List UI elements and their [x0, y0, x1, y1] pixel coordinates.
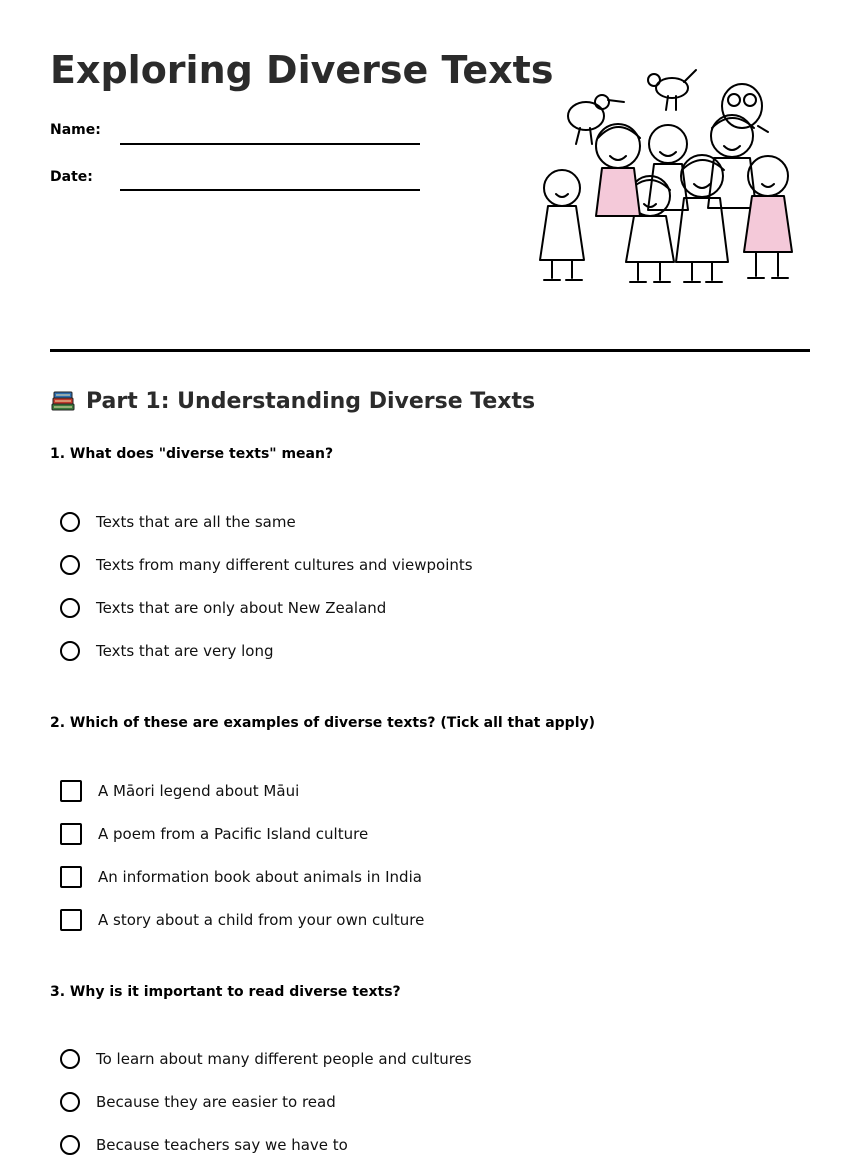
option-label: Because teachers say we have to: [96, 1136, 348, 1154]
date-label: Date:: [50, 169, 93, 185]
option-label: To learn about many different people and cultures: [96, 1050, 472, 1068]
question-3: 3. Why is it important to read diverse texts?: [50, 984, 401, 1000]
name-field[interactable]: [120, 143, 420, 145]
option-q1-b[interactable]: [60, 553, 473, 577]
option-q2-b[interactable]: [60, 822, 368, 846]
option-label: Texts that are very long: [96, 642, 274, 660]
radio-button[interactable]: [60, 1092, 80, 1112]
option-q3-b[interactable]: [60, 1090, 336, 1114]
option-label: Texts that are all the same: [96, 513, 296, 531]
radio-button[interactable]: [60, 641, 80, 661]
option-q3-c[interactable]: [60, 1133, 348, 1157]
option-q2-c[interactable]: [60, 865, 422, 889]
option-label: A poem from a Pacific Island culture: [98, 825, 369, 843]
option-q3-a[interactable]: [60, 1047, 472, 1071]
option-q1-d[interactable]: [60, 639, 273, 663]
checkbox[interactable]: [60, 866, 82, 888]
worksheet-title: Exploring Diverse Texts: [50, 48, 554, 92]
radio-button[interactable]: [60, 1049, 80, 1069]
option-q2-d[interactable]: [60, 908, 424, 932]
option-q2-a[interactable]: [60, 779, 299, 803]
option-label: An information book about animals in India: [98, 868, 422, 886]
option-label: A story about a child from your own culture: [98, 911, 425, 929]
radio-button[interactable]: [60, 598, 80, 618]
option-label: Texts that are only about New Zealand: [96, 599, 387, 617]
option-label: Because they are easier to read: [96, 1093, 336, 1111]
option-q1-a[interactable]: [60, 510, 296, 534]
option-label: Texts from many different cultures and viewpoints: [96, 556, 473, 574]
books-icon: [50, 388, 76, 414]
section-title-text: Part 1: Understanding Diverse Texts: [86, 388, 536, 414]
option-label: A Māori legend about Māui: [98, 782, 300, 800]
section-divider: [50, 349, 810, 352]
name-label: Name:: [50, 122, 101, 138]
date-field[interactable]: [120, 189, 420, 191]
question-1: 1. What does "diverse texts" mean?: [50, 446, 334, 462]
checkbox[interactable]: [60, 909, 82, 931]
children-group-illustration: [536, 66, 802, 288]
checkbox[interactable]: [60, 823, 82, 845]
section-title-part1: [50, 388, 535, 414]
radio-button[interactable]: [60, 512, 80, 532]
checkbox[interactable]: [60, 780, 82, 802]
radio-button[interactable]: [60, 1135, 80, 1155]
radio-button[interactable]: [60, 555, 80, 575]
question-2: 2. Which of these are examples of diverse texts? (Tick all that apply): [50, 715, 596, 731]
option-q1-c[interactable]: [60, 596, 386, 620]
